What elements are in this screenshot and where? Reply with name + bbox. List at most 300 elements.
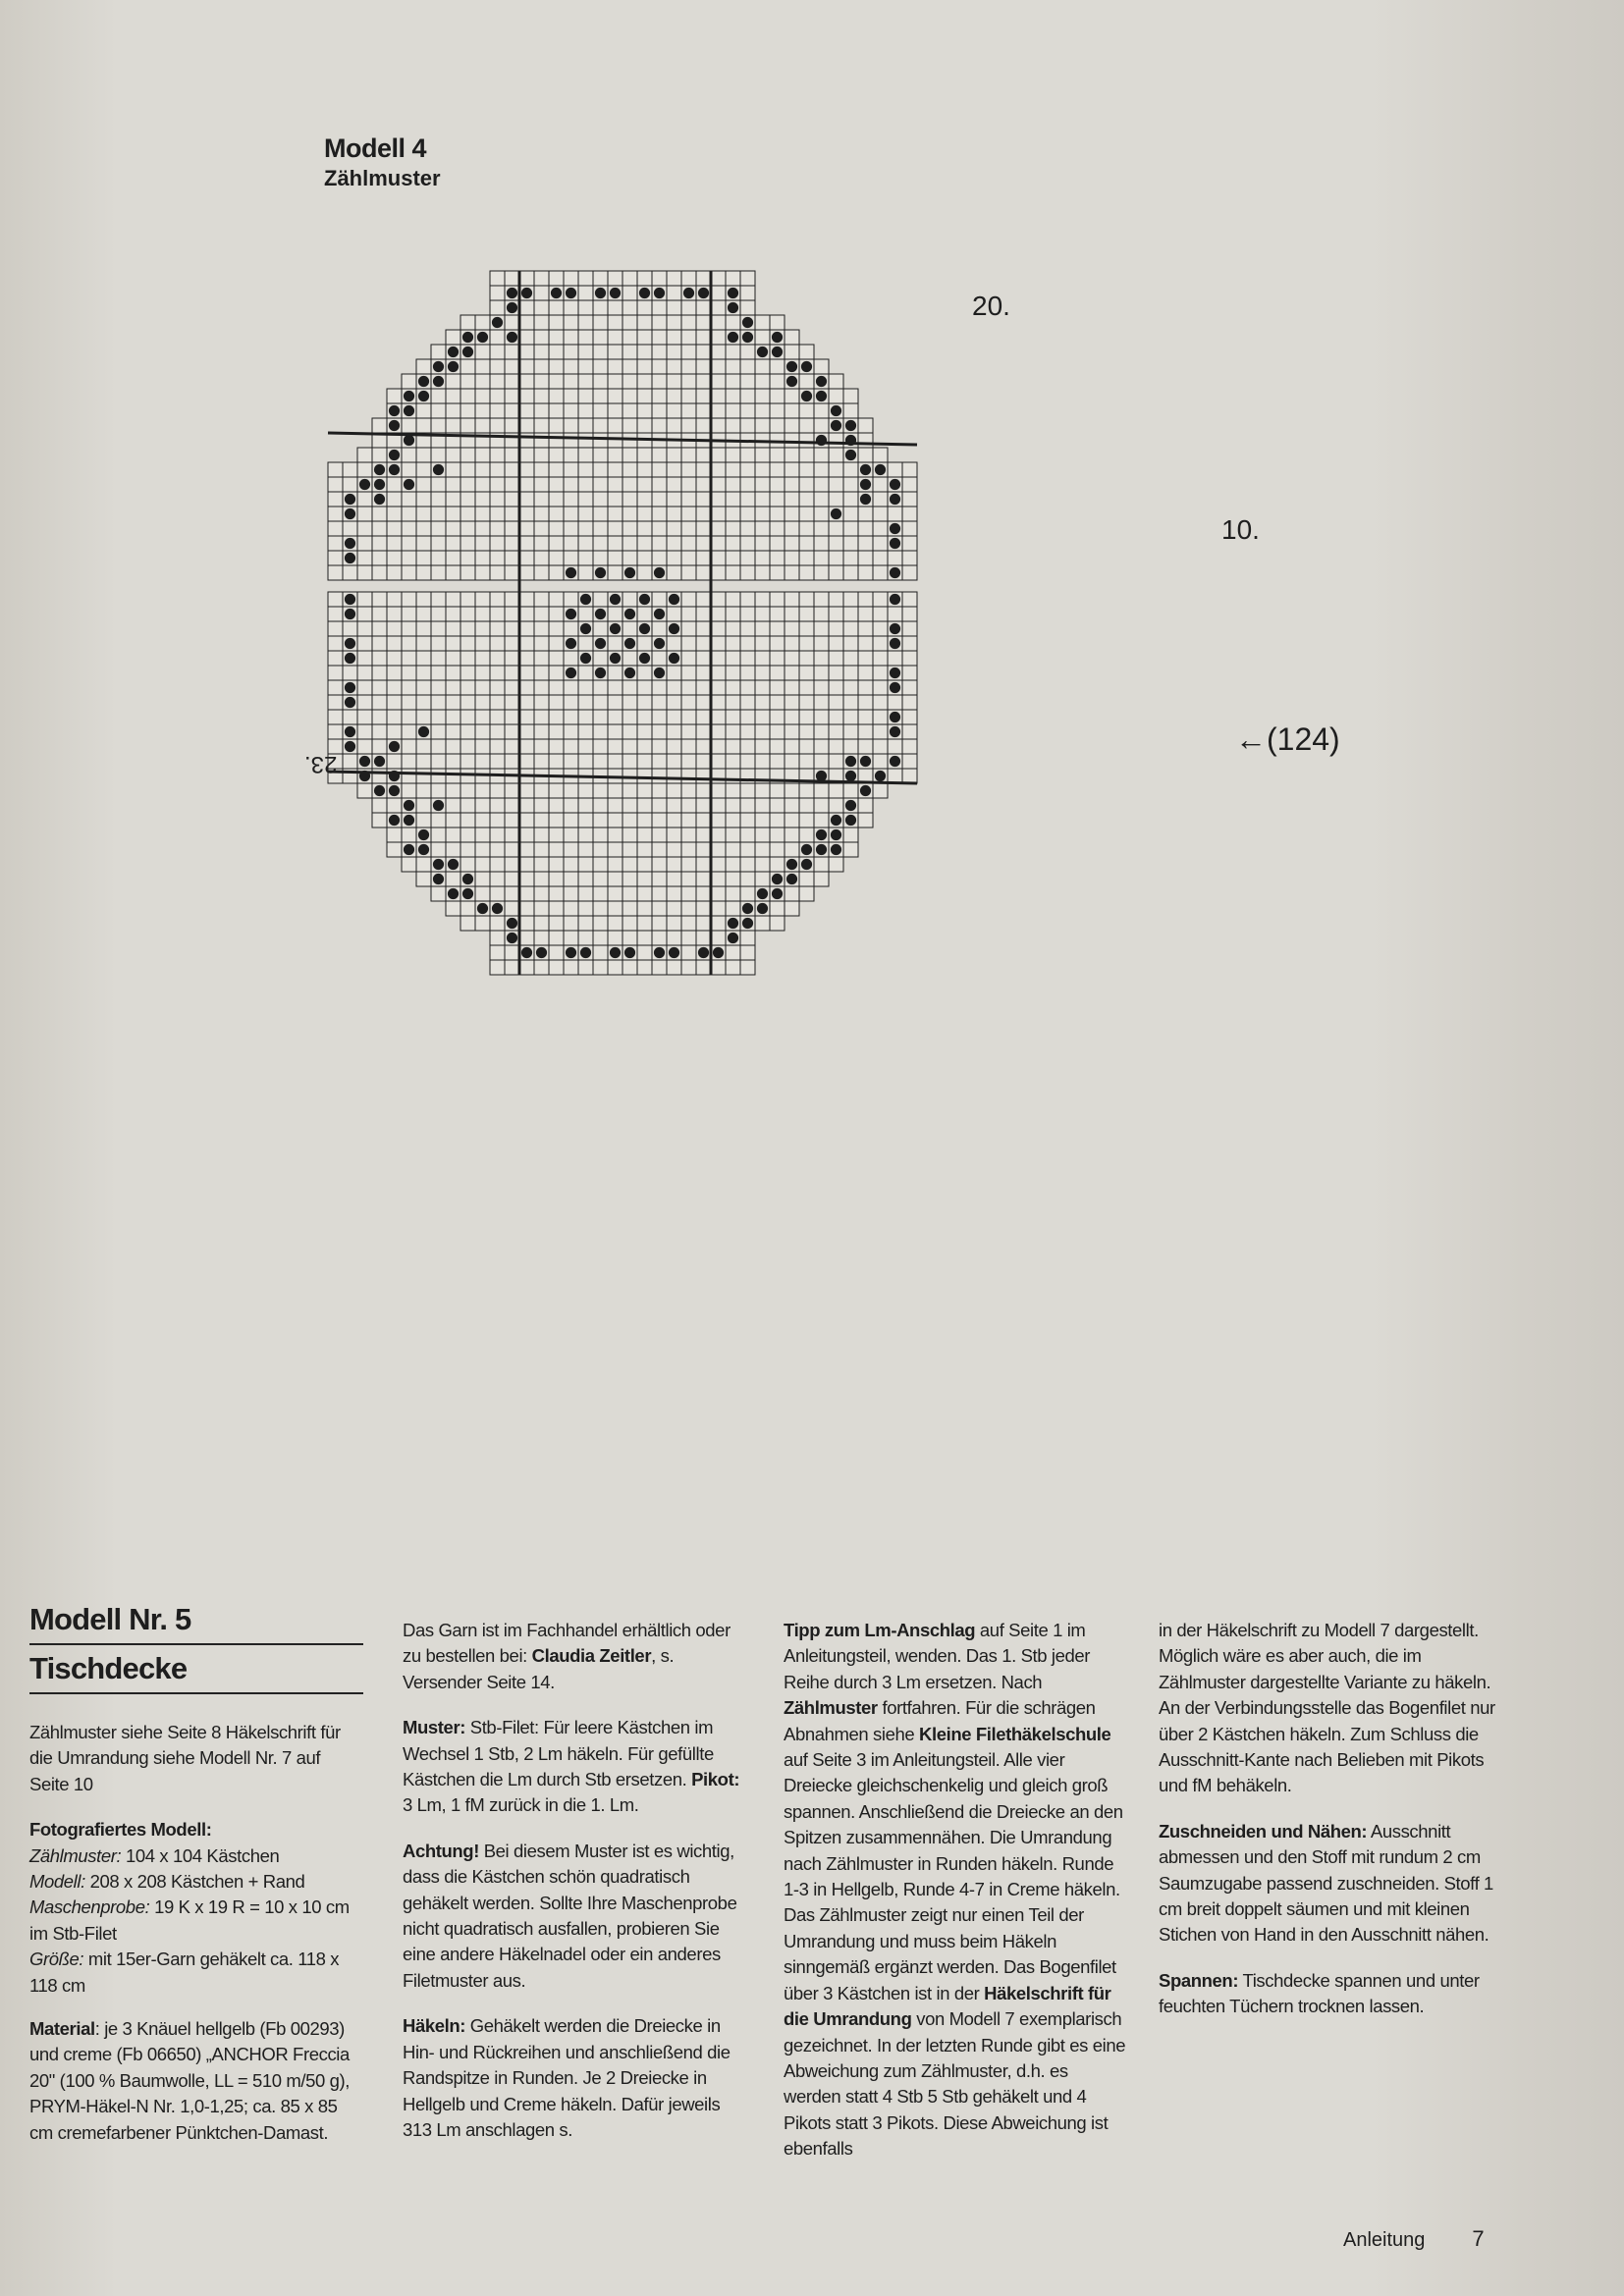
filled-stitch-dot — [389, 785, 400, 796]
grid-cell — [623, 592, 637, 607]
grid-cell — [681, 798, 696, 813]
grid-cell — [902, 666, 917, 680]
grid-cell — [357, 666, 372, 680]
grid-cell — [328, 695, 343, 710]
grid-cell — [858, 666, 873, 680]
grid-cell — [814, 724, 829, 739]
grid-cell — [460, 842, 475, 857]
filled-stitch-dot — [786, 361, 797, 372]
grid-cell — [755, 536, 770, 551]
grid-cell — [593, 695, 608, 710]
grid-cell — [696, 960, 711, 975]
grid-cell — [505, 783, 519, 798]
grid-cell — [843, 666, 858, 680]
grid-cell — [593, 462, 608, 477]
grid-cell — [711, 769, 726, 783]
grid-cell — [578, 901, 593, 916]
grid-cell — [564, 724, 578, 739]
grid-cell — [696, 857, 711, 872]
filled-stitch-dot — [831, 844, 841, 855]
grid-cell — [696, 798, 711, 813]
grid-cell — [902, 769, 917, 783]
grid-cell — [799, 828, 814, 842]
spec-label-zaehlmuster: Zählmuster: — [29, 1844, 122, 1866]
grid-cell — [534, 330, 549, 345]
grid-cell — [755, 828, 770, 842]
grid-cell — [785, 448, 799, 462]
grid-cell — [505, 536, 519, 551]
grid-cell — [858, 798, 873, 813]
grid-cell — [681, 492, 696, 507]
grid-cell — [814, 418, 829, 433]
grid-cell — [740, 666, 755, 680]
grid-cell — [726, 592, 740, 607]
grid-cell — [505, 651, 519, 666]
filled-stitch-dot — [639, 594, 650, 605]
grid-cell — [785, 783, 799, 798]
grid-cell — [328, 592, 343, 607]
filled-stitch-dot — [816, 376, 827, 387]
grid-cell — [681, 403, 696, 418]
grid-cell — [490, 462, 505, 477]
grid-cell — [387, 680, 402, 695]
grid-cell — [829, 621, 843, 636]
grid-cell — [460, 592, 475, 607]
grid-cell — [593, 872, 608, 886]
grid-cell — [431, 448, 446, 462]
grid-cell — [770, 403, 785, 418]
grid-cell — [328, 507, 343, 521]
filled-stitch-dot — [890, 523, 900, 534]
grid-cell — [534, 536, 549, 551]
grid-cell — [623, 724, 637, 739]
filled-stitch-dot — [433, 376, 444, 387]
grid-cell — [770, 916, 785, 931]
grid-cell — [726, 680, 740, 695]
grid-cell — [416, 507, 431, 521]
grid-cell — [726, 828, 740, 842]
grid-cell — [578, 389, 593, 403]
grid-cell — [608, 521, 623, 536]
grid-cell — [652, 886, 667, 901]
grid-cell — [711, 345, 726, 359]
grid-cell — [814, 521, 829, 536]
grid-cell — [490, 695, 505, 710]
grid-cell — [328, 651, 343, 666]
grid-cell — [505, 945, 519, 960]
grid-cell — [726, 403, 740, 418]
grid-cell — [357, 680, 372, 695]
tip-bold-haekelschrift: Häkelschrift für die Umrandung — [784, 1982, 1111, 2030]
grid-cell — [770, 521, 785, 536]
grid-cell — [564, 492, 578, 507]
filled-stitch-dot — [374, 479, 385, 490]
grid-cell — [519, 783, 534, 798]
grid-cell — [372, 798, 387, 813]
grid-cell — [637, 842, 652, 857]
grid-cell — [534, 783, 549, 798]
grid-cell — [608, 271, 623, 286]
grid-cell — [564, 448, 578, 462]
filled-stitch-dot — [462, 888, 473, 899]
grid-cell — [416, 521, 431, 536]
crochet-text: Gehäkelt werden die Dreiecke in Hin- und Rückreihen und anschließend die Randspitze in Runden. Je 2 Dreiecke in Hellgelb und Creme häkeln. Dafür jeweils 313 Lm anschlagen s. — [403, 2015, 731, 2140]
grid-cell — [460, 374, 475, 389]
grid-cell — [505, 813, 519, 828]
grid-cell — [667, 551, 681, 565]
filled-stitch-dot — [418, 844, 429, 855]
grid-cell — [902, 521, 917, 536]
grid-cell — [475, 536, 490, 551]
grid-cell — [549, 621, 564, 636]
grid-cell — [505, 418, 519, 433]
grid-cell — [372, 651, 387, 666]
grid-cell — [623, 901, 637, 916]
filled-stitch-dot — [801, 361, 812, 372]
yarn-source-text: Das Garn ist im Fachhandel erhältlich oder zu bestellen bei: — [403, 1620, 731, 1667]
grid-cell — [490, 680, 505, 695]
grid-cell — [726, 492, 740, 507]
grid-cell — [505, 345, 519, 359]
grid-cell — [416, 710, 431, 724]
grid-cell — [416, 739, 431, 754]
grid-cell — [740, 931, 755, 945]
filled-stitch-dot — [845, 815, 856, 826]
grid-cell — [799, 521, 814, 536]
grid-cell — [519, 374, 534, 389]
grid-cell — [446, 901, 460, 916]
filled-stitch-dot — [462, 347, 473, 357]
filled-stitch-dot — [389, 464, 400, 475]
grid-cell — [519, 536, 534, 551]
grid-cell — [519, 507, 534, 521]
filled-stitch-dot — [654, 667, 665, 678]
grid-cell — [372, 418, 387, 433]
grid-cell — [402, 462, 416, 477]
grid-cell — [785, 666, 799, 680]
grid-cell — [711, 680, 726, 695]
grid-cell — [814, 565, 829, 580]
grid-cell — [681, 521, 696, 536]
grid-cell — [843, 651, 858, 666]
grid-cell — [431, 521, 446, 536]
grid-cell — [681, 448, 696, 462]
grid-cell — [608, 680, 623, 695]
grid-cell — [549, 783, 564, 798]
grid-cell — [652, 931, 667, 945]
grid-cell — [490, 286, 505, 300]
grid-cell — [755, 551, 770, 565]
grid-cell — [490, 724, 505, 739]
grid-cell — [608, 315, 623, 330]
grid-cell — [829, 710, 843, 724]
grid-cell — [843, 724, 858, 739]
filled-stitch-dot — [595, 567, 606, 578]
grid-cell — [667, 813, 681, 828]
grid-cell — [608, 901, 623, 916]
grid-cell — [667, 521, 681, 536]
grid-cell — [652, 345, 667, 359]
grid-cell — [637, 607, 652, 621]
grid-cell — [785, 607, 799, 621]
grid-cell — [755, 680, 770, 695]
grid-cell — [814, 536, 829, 551]
grid-cell — [652, 710, 667, 724]
grid-cell — [372, 636, 387, 651]
grid-cell — [534, 403, 549, 418]
grid-cell — [858, 636, 873, 651]
grid-cell — [799, 724, 814, 739]
grid-cell — [460, 315, 475, 330]
grid-cell — [799, 680, 814, 695]
grid-cell — [578, 636, 593, 651]
filled-stitch-dot — [860, 494, 871, 505]
grid-cell — [637, 300, 652, 315]
grid-cell — [829, 754, 843, 769]
grid-cell — [623, 374, 637, 389]
grid-cell — [402, 621, 416, 636]
yarn-source-tail: , s. Versender Seite 14. — [403, 1645, 675, 1692]
filled-stitch-dot — [654, 947, 665, 958]
grid-cell — [829, 636, 843, 651]
grid-cell — [475, 521, 490, 536]
grid-cell — [843, 592, 858, 607]
grid-cell — [843, 710, 858, 724]
grid-cell — [873, 695, 888, 710]
grid-cell — [681, 345, 696, 359]
cut-sew-text: Ausschnitt abmessen und den Stoff mit rundum 2 cm Saumzugabe passend zuschneiden. Stoff 1 cm breit doppelt säumen und mit kleinen Stichen von Hand in den Ausschnitt nähen. — [1159, 1820, 1493, 1946]
grid-cell — [505, 857, 519, 872]
grid-cell — [785, 536, 799, 551]
grid-cell — [416, 769, 431, 783]
grid-cell — [357, 710, 372, 724]
grid-cell — [637, 931, 652, 945]
grid-cell — [490, 710, 505, 724]
grid-cell — [372, 695, 387, 710]
grid-cell — [740, 345, 755, 359]
grid-cell — [843, 521, 858, 536]
grid-cell — [696, 448, 711, 462]
grid-cell — [843, 477, 858, 492]
grid-cell — [755, 636, 770, 651]
grid-cell — [460, 359, 475, 374]
grid-cell — [696, 739, 711, 754]
grid-cell — [740, 754, 755, 769]
grid-cell — [534, 374, 549, 389]
continuation-text: in der Häkelschrift zu Modell 7 dargestellt. Möglich wäre es aber auch, die im Zählmuster dargestellte Variante zu häkeln. An der Verbindungsstelle das Bogenfilet nur über 2 Kästchen häkeln. Zum Schluss die Ausschnitt-Kante nach Belieben mit Pikots und fM behäkeln. — [1159, 1620, 1495, 1796]
grid-cell — [505, 872, 519, 886]
grid-cell — [799, 374, 814, 389]
grid-cell — [549, 636, 564, 651]
grid-cell — [726, 886, 740, 901]
grid-cell — [593, 886, 608, 901]
footer-section: Anleitung — [1343, 2229, 1426, 2251]
grid-cell — [578, 666, 593, 680]
grid-cell — [490, 345, 505, 359]
filled-stitch-dot — [890, 667, 900, 678]
grid-cell — [623, 828, 637, 842]
grid-cell — [549, 798, 564, 813]
grid-cell — [328, 666, 343, 680]
grid-cell — [858, 507, 873, 521]
pattern-label: Muster: — [403, 1717, 466, 1738]
grid-cell — [623, 477, 637, 492]
grid-cell — [785, 462, 799, 477]
pattern-text: Stb-Filet: Für leere Kästchen im Wechsel 1 Stb, 2 Lm häkeln. Für gefüllte Kästchen die Lm durch Stb ersetzen. — [403, 1717, 714, 1790]
grid-cell — [637, 857, 652, 872]
grid-cell — [637, 448, 652, 462]
grid-cell — [564, 857, 578, 872]
grid-cell — [446, 724, 460, 739]
grid-cell — [755, 621, 770, 636]
grid-cell — [460, 828, 475, 842]
text-column-2 — [403, 1618, 746, 2163]
grid-cell — [652, 754, 667, 769]
grid-cell — [593, 418, 608, 433]
grid-cell — [608, 666, 623, 680]
grid-cell — [519, 492, 534, 507]
grid-cell — [534, 886, 549, 901]
grid-cell — [549, 300, 564, 315]
crochet-block — [403, 2013, 746, 2143]
grid-cell — [770, 798, 785, 813]
grid-cell — [652, 418, 667, 433]
grid-cell — [799, 477, 814, 492]
filled-stitch-dot — [875, 464, 886, 475]
grid-cell — [578, 754, 593, 769]
grid-cell — [623, 695, 637, 710]
grid-cell — [888, 462, 902, 477]
grid-cell — [608, 828, 623, 842]
grid-cell — [505, 551, 519, 565]
grid-cell — [431, 695, 446, 710]
filled-stitch-dot — [595, 638, 606, 649]
grid-cell — [902, 492, 917, 507]
grid-cell — [475, 695, 490, 710]
filled-stitch-dot — [595, 667, 606, 678]
grid-cell — [755, 403, 770, 418]
grid-cell — [343, 754, 357, 769]
grid-cell — [519, 607, 534, 621]
filled-stitch-dot — [801, 859, 812, 870]
grid-cell — [519, 754, 534, 769]
grid-cell — [578, 565, 593, 580]
grid-cell — [770, 374, 785, 389]
grid-cell — [770, 536, 785, 551]
grid-cell — [667, 872, 681, 886]
grid-cell — [814, 857, 829, 872]
grid-cell — [637, 551, 652, 565]
grid-cell — [740, 507, 755, 521]
grid-cell — [740, 886, 755, 901]
grid-cell — [770, 507, 785, 521]
grid-cell — [829, 680, 843, 695]
grid-cell — [814, 651, 829, 666]
grid-cell — [711, 724, 726, 739]
grid-cell — [814, 462, 829, 477]
grid-cell — [770, 754, 785, 769]
grid-cell — [873, 680, 888, 695]
grid-cell — [726, 710, 740, 724]
grid-cell — [623, 521, 637, 536]
grid-cell — [637, 754, 652, 769]
grid-cell — [608, 462, 623, 477]
grid-cell — [505, 724, 519, 739]
grid-cell — [505, 359, 519, 374]
filled-stitch-dot — [345, 697, 355, 708]
figure-title: Modell 4 — [324, 133, 427, 163]
grid-cell — [519, 565, 534, 580]
filled-stitch-dot — [345, 741, 355, 752]
grid-cell — [829, 592, 843, 607]
filled-stitch-dot — [801, 844, 812, 855]
grid-cell — [726, 374, 740, 389]
grid-cell — [696, 345, 711, 359]
grid-cell — [431, 636, 446, 651]
grid-cell — [505, 901, 519, 916]
grid-cell — [681, 389, 696, 403]
filled-stitch-dot — [433, 800, 444, 811]
filled-stitch-dot — [728, 933, 738, 943]
grid-cell — [814, 551, 829, 565]
grid-cell — [623, 492, 637, 507]
grid-cell — [785, 403, 799, 418]
grid-cell — [623, 551, 637, 565]
grid-cell — [593, 828, 608, 842]
grid-cell — [785, 798, 799, 813]
grid-cell — [372, 769, 387, 783]
filled-stitch-dot — [742, 317, 753, 328]
grid-cell — [711, 477, 726, 492]
grid-cell — [564, 754, 578, 769]
grid-cell — [888, 695, 902, 710]
tip-block — [784, 1618, 1129, 2163]
filled-stitch-dot — [389, 741, 400, 752]
grid-cell — [387, 621, 402, 636]
filled-stitch-dot — [786, 859, 797, 870]
grid-cell — [593, 315, 608, 330]
grid-cell — [460, 507, 475, 521]
grid-cell — [490, 798, 505, 813]
grid-cell — [711, 783, 726, 798]
grid-cell — [431, 828, 446, 842]
grid-cell — [608, 798, 623, 813]
grid-cell — [873, 492, 888, 507]
article-title-model: Modell Nr. 5 — [29, 1602, 363, 1645]
filled-stitch-dot — [890, 567, 900, 578]
filled-stitch-dot — [890, 712, 900, 722]
grid-cell — [446, 551, 460, 565]
grid-cell — [446, 492, 460, 507]
grid-cell — [490, 960, 505, 975]
grid-cell — [402, 607, 416, 621]
row-marker-10: 10. — [1221, 514, 1260, 545]
grid-cell — [726, 462, 740, 477]
grid-cell — [549, 330, 564, 345]
filled-stitch-dot — [786, 376, 797, 387]
grid-cell — [593, 403, 608, 418]
grid-cell — [667, 886, 681, 901]
grid-cell — [475, 592, 490, 607]
grid-cell — [637, 536, 652, 551]
grid-cell — [402, 448, 416, 462]
grid-cell — [711, 931, 726, 945]
grid-cell — [873, 710, 888, 724]
grid-cell — [711, 448, 726, 462]
grid-cell — [534, 651, 549, 666]
grid-cell — [681, 813, 696, 828]
grid-cell — [534, 754, 549, 769]
